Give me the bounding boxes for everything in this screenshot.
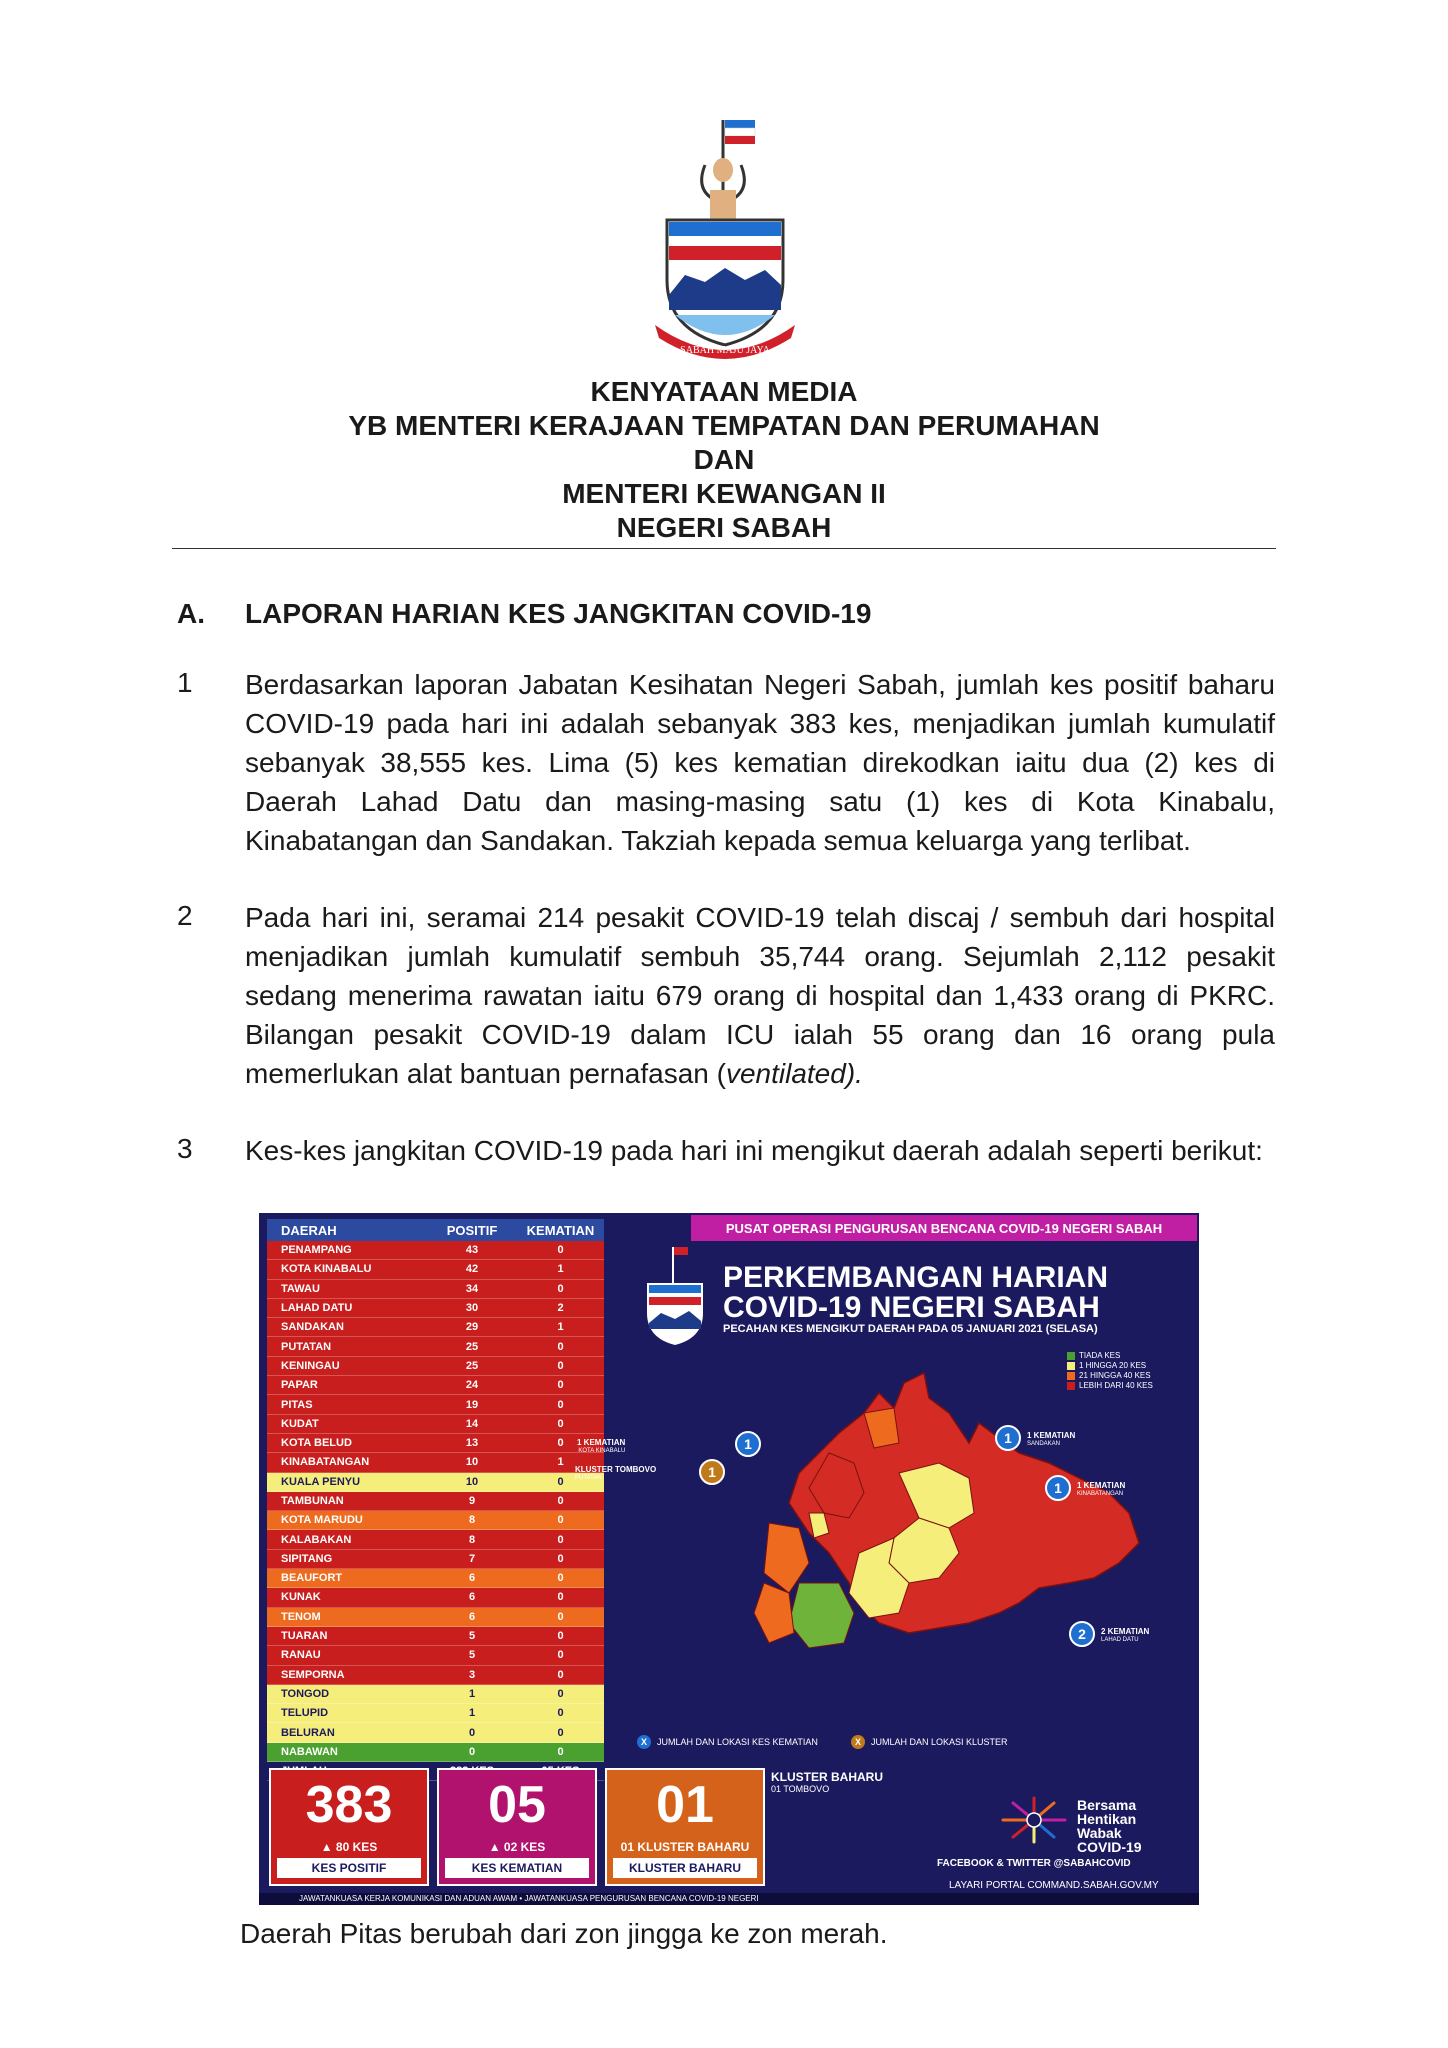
stat-kes-kematian <box>437 1768 597 1886</box>
cell-name: KOTA BELUD <box>281 1437 352 1450</box>
cell-kem: 0 <box>557 1514 564 1527</box>
cell-pos: 6 <box>468 1610 476 1623</box>
cell-pos: 42 <box>465 1263 479 1276</box>
table-row <box>267 1550 604 1569</box>
cell-pos: 0 <box>468 1726 476 1739</box>
table-row <box>267 1511 604 1530</box>
cell-kem: 0 <box>557 1417 564 1430</box>
heading-divider <box>172 548 1276 549</box>
death-marker-kinabatangan: 1 <box>1045 1475 1071 1501</box>
cell-kem: 0 <box>557 1379 564 1392</box>
cell-name: TUARAN <box>281 1630 328 1643</box>
table-row <box>267 1608 604 1627</box>
infographic-crest-icon <box>637 1243 713 1353</box>
zone-legend <box>1067 1351 1153 1391</box>
district-table <box>267 1219 604 1759</box>
table-row <box>267 1530 604 1549</box>
cell-pos: 6 <box>468 1572 476 1585</box>
cell-pos: 9 <box>468 1495 476 1507</box>
cell-name: PUTATAN <box>281 1340 332 1353</box>
kluster-baharu-info <box>771 1770 883 1794</box>
cell-kem: 1 <box>557 1263 564 1276</box>
table-row <box>267 1376 604 1395</box>
cell-kem: 0 <box>557 1282 564 1295</box>
legend-item: TIADA KES <box>1067 1351 1153 1361</box>
virus-burst-icon <box>999 1795 1069 1845</box>
stat-value: 01 <box>656 1776 714 1834</box>
cell-kem: 0 <box>557 1687 564 1700</box>
paragraph-2-text: Pada hari ini, seramai 214 pesakit COVID-19 telah discaj / sembuh dari hospital menjadikan jumlah kumulatif sembuh 35,744 orang. Sejumlah 2,112 pesakit sedang menerima rawatan iaitu 679 orang di hospital dan 1,433 orang di PKRC. Bilangan pesakit COVID-19 dalam ICU ialah 55 orang dan 16 orang pula memerlukan alat bantuan pernafasan ( <box>245 902 1275 1089</box>
table-row <box>267 1588 604 1607</box>
cell-name: NABAWAN <box>281 1745 338 1758</box>
table-row <box>267 1666 604 1685</box>
cell-name: KALABAKAN <box>281 1533 352 1546</box>
paragraph-number-2: 2 <box>177 900 193 931</box>
table-row <box>267 1453 604 1472</box>
cell-name: TELUPID <box>281 1707 329 1720</box>
heading-line-3: DAN <box>693 444 755 475</box>
table-rows <box>267 1241 604 1781</box>
cell-kem: 0 <box>557 1572 564 1585</box>
cell-name: SANDAKAN <box>281 1321 344 1334</box>
cell-pos: 25 <box>465 1359 479 1372</box>
table-row <box>267 1473 604 1492</box>
cell-pos: 1 <box>468 1707 476 1720</box>
cell-kem: 0 <box>557 1475 564 1488</box>
cell-name: TAMBUNAN <box>281 1495 344 1507</box>
cell-kem: 0 <box>557 1359 564 1372</box>
table-row <box>267 1318 604 1337</box>
header-positif: POSITIF <box>446 1222 498 1238</box>
paragraph-number-3: 3 <box>177 1133 193 1164</box>
cell-kem: 0 <box>557 1437 564 1450</box>
map-legend-clusters: X JUMLAH DAN LOKASI KLUSTER <box>851 1735 1008 1749</box>
table-row <box>267 1260 604 1279</box>
sabah-district-map <box>649 1353 1189 1673</box>
table-row <box>267 1299 604 1318</box>
table-row <box>267 1704 604 1723</box>
cell-kem: 0 <box>557 1340 564 1353</box>
stat-kes-positif <box>269 1768 429 1886</box>
cell-pos: 34 <box>465 1282 479 1295</box>
cell-pos: 29 <box>465 1321 479 1334</box>
cell-name: PENAMPANG <box>281 1244 352 1257</box>
cell-kem: 0 <box>557 1533 564 1546</box>
cluster-marker-tombovo: 1 <box>699 1459 725 1485</box>
stat-kluster-baharu <box>605 1768 765 1886</box>
table-row <box>267 1395 604 1414</box>
cell-pos: 30 <box>465 1302 479 1315</box>
stat-label: KLUSTER BAHARU <box>613 1858 757 1878</box>
table-row <box>267 1337 604 1356</box>
infographic-footer: JAWATANKUASA KERJA KOMUNIKASI DAN ADUAN AWAM • JAWATANKUASA PENGURUSAN BENCANA COVID-19 NEGERI <box>259 1893 1199 1905</box>
cell-name: PAPAR <box>281 1379 318 1392</box>
stat-delta: ▲ 80 KES <box>320 1840 378 1854</box>
cell-kem: 0 <box>557 1610 564 1623</box>
cell-name: RANAU <box>281 1649 321 1662</box>
stat-value: 05 <box>488 1776 546 1834</box>
callout-kinabatangan: 1 KEMATIAN KINABATANGAN <box>1077 1481 1126 1497</box>
cell-pos: 25 <box>465 1340 479 1353</box>
cell-name: KENINGAU <box>281 1359 340 1372</box>
table-row <box>267 1646 604 1665</box>
stat-label: KES KEMATIAN <box>445 1858 589 1878</box>
callout-kota-kinabalu: 1 KEMATIAN KOTA KINABALU <box>577 1438 626 1454</box>
portal-link: LAYARI PORTAL COMMAND.SABAH.GOV.MY <box>949 1880 1159 1891</box>
title-line-1: PERKEMBANGAN HARIAN <box>723 1261 1109 1294</box>
cell-pos: 8 <box>468 1533 476 1546</box>
cell-name: KUDAT <box>281 1417 319 1430</box>
table-row <box>267 1627 604 1646</box>
table-row <box>267 1743 604 1762</box>
cell-pos: 5 <box>468 1630 476 1643</box>
header-kematian: KEMATIAN <box>526 1222 595 1238</box>
legend-item: 1 HINGGA 20 KES <box>1067 1361 1153 1371</box>
cell-pos: 7 <box>468 1552 476 1565</box>
cell-name: TONGOD <box>281 1687 330 1700</box>
cell-name: KINABATANGAN <box>281 1456 370 1469</box>
operations-banner: PUSAT OPERASI PENGURUSAN BENCANA COVID-19 NEGERI SABAH <box>691 1215 1197 1241</box>
paragraph-2-italic: ventilated). <box>725 1058 863 1089</box>
cell-kem: 0 <box>557 1649 564 1662</box>
table-row <box>267 1357 604 1376</box>
table-row <box>267 1241 604 1260</box>
legend-item: LEBIH DARI 40 KES <box>1067 1381 1153 1391</box>
cell-kem: 0 <box>557 1552 564 1565</box>
cell-pos: 3 <box>468 1668 476 1681</box>
heading-line-2: YB MENTERI KERAJAAN TEMPATAN DAN PERUMAHAN <box>348 410 1100 441</box>
map-legend-deaths: X JUMLAH DAN LOKASI KES KEMATIAN <box>637 1735 818 1749</box>
infographic-subtitle: PECAHAN KES MENGIKUT DAERAH PADA 05 JANUARI 2021 (SELASA) <box>723 1323 1098 1335</box>
cell-kem: 0 <box>557 1668 564 1681</box>
section-letter: A. <box>177 598 205 629</box>
cell-pos: 6 <box>468 1591 476 1604</box>
heading-line-1: KENYATAAN MEDIA <box>590 376 858 407</box>
stat-label: KES POSITIF <box>277 1858 421 1878</box>
cell-name: PITAS <box>281 1398 313 1411</box>
social-handle: FACEBOOK & TWITTER @SABAHCOVID <box>937 1858 1131 1869</box>
cell-name: KUNAK <box>281 1591 321 1604</box>
header-daerah: DAERAH <box>281 1222 337 1238</box>
cell-name: KOTA MARUDU <box>281 1514 363 1527</box>
cell-name: TENOM <box>281 1610 321 1623</box>
table-row <box>267 1685 604 1704</box>
section-title: LAPORAN HARIAN KES JANGKITAN COVID-19 <box>245 598 872 629</box>
title-line-2: COVID-19 NEGERI SABAH <box>723 1291 1100 1324</box>
death-marker-lahad-datu: 2 <box>1069 1621 1095 1647</box>
press-release-heading <box>0 375 1448 545</box>
cell-name: BELURAN <box>281 1726 335 1739</box>
table-row <box>267 1723 604 1742</box>
cell-name: LAHAD DATU <box>281 1302 353 1315</box>
cell-kem: 0 <box>557 1726 564 1739</box>
table-header <box>267 1219 604 1241</box>
cell-kem: 0 <box>557 1745 564 1758</box>
legend-item: 21 HINGGA 40 KES <box>1067 1371 1153 1381</box>
cell-pos: 5 <box>468 1649 476 1662</box>
paragraph-1: Berdasarkan laporan Jabatan Kesihatan Negeri Sabah, jumlah kes positif baharu COVID-19 pada hari ini adalah sebanyak 383 kes, menjadikan jumlah kumulatif sebanyak 38,555 kes. Lima (5) kes kematian direkodkan iaitu dua (2) kes di Daerah Lahad Datu dan masing-masing satu (1) kes di Kota Kinabalu, Kinabatangan dan Sandakan. Takziah kepada semua keluarga yang terlibat. <box>245 669 1275 856</box>
cell-kem: 0 <box>557 1630 564 1643</box>
map-caption: Daerah Pitas berubah dari zon jingga ke zon merah. <box>240 1918 888 1949</box>
cell-pos: 10 <box>465 1456 479 1469</box>
cell-name: TAWAU <box>281 1282 320 1295</box>
cell-pos: 24 <box>465 1379 479 1392</box>
cell-kem: 1 <box>557 1456 564 1469</box>
cell-pos: 19 <box>465 1398 479 1411</box>
death-marker-sandakan: 1 <box>995 1425 1021 1451</box>
kluster-sub: 01 TOMBOVO <box>771 1784 830 1794</box>
infographic-title <box>723 1263 1108 1323</box>
cell-pos: 0 <box>468 1745 476 1758</box>
bersama-slogan: Bersama Hentikan Wabak COVID-19 <box>1077 1797 1142 1855</box>
cell-name: SEMPORNA <box>281 1668 345 1681</box>
table-row <box>267 1415 604 1434</box>
table-row <box>267 1434 604 1453</box>
cell-name: KOTA KINABALU <box>281 1263 372 1276</box>
cell-name: SIPITANG <box>281 1552 333 1565</box>
cell-kem: 0 <box>557 1398 564 1411</box>
death-marker-kota-kinabalu: 1 <box>735 1431 761 1457</box>
stat-delta: ▲ 02 KES <box>488 1840 546 1854</box>
cell-kem: 0 <box>557 1495 564 1507</box>
cell-name: KUALA PENYU <box>281 1475 361 1488</box>
cell-pos: 13 <box>465 1437 479 1450</box>
callout-lahad-datu: 2 KEMATIAN LAHAD DATU <box>1101 1627 1150 1643</box>
cell-name: BEAUFORT <box>281 1572 343 1585</box>
cell-kem: 2 <box>557 1302 564 1315</box>
paragraph-3: Kes-kes jangkitan COVID-19 pada hari ini mengikut daerah adalah seperti berikut: <box>245 1135 1263 1166</box>
cell-pos: 1 <box>468 1687 476 1700</box>
table-row <box>267 1280 604 1299</box>
cell-pos: 14 <box>465 1417 479 1430</box>
map-district-nabawan <box>789 1583 854 1648</box>
table-row <box>267 1492 604 1511</box>
stat-value: 383 <box>305 1776 393 1834</box>
table-row <box>267 1569 604 1588</box>
kluster-title: KLUSTER BAHARU <box>771 1770 883 1784</box>
heading-line-4: MENTERI KEWANGAN II <box>562 478 886 509</box>
sabah-crest-logo <box>645 110 805 360</box>
cell-pos: 10 <box>465 1475 479 1488</box>
paragraph-number-1: 1 <box>177 667 193 698</box>
cell-kem: 0 <box>557 1591 564 1604</box>
paragraph-2 <box>245 898 1275 1093</box>
heading-line-5: NEGERI SABAH <box>616 512 832 543</box>
callout-kluster-tombovo: KLUSTER TOMBOVO PUTATAN <box>575 1465 657 1481</box>
cell-pos: 43 <box>465 1244 479 1257</box>
cell-pos: 8 <box>468 1514 476 1527</box>
cell-kem: 1 <box>557 1321 564 1334</box>
cell-kem: 0 <box>557 1707 564 1720</box>
stat-delta: 01 KLUSTER BAHARU <box>620 1840 750 1854</box>
crest-motto: SABAH MAJU JAYA <box>680 345 770 356</box>
cell-kem: 0 <box>557 1244 564 1257</box>
covid-infographic <box>259 1213 1199 1905</box>
callout-sandakan: 1 KEMATIAN SANDAKAN <box>1027 1431 1076 1447</box>
